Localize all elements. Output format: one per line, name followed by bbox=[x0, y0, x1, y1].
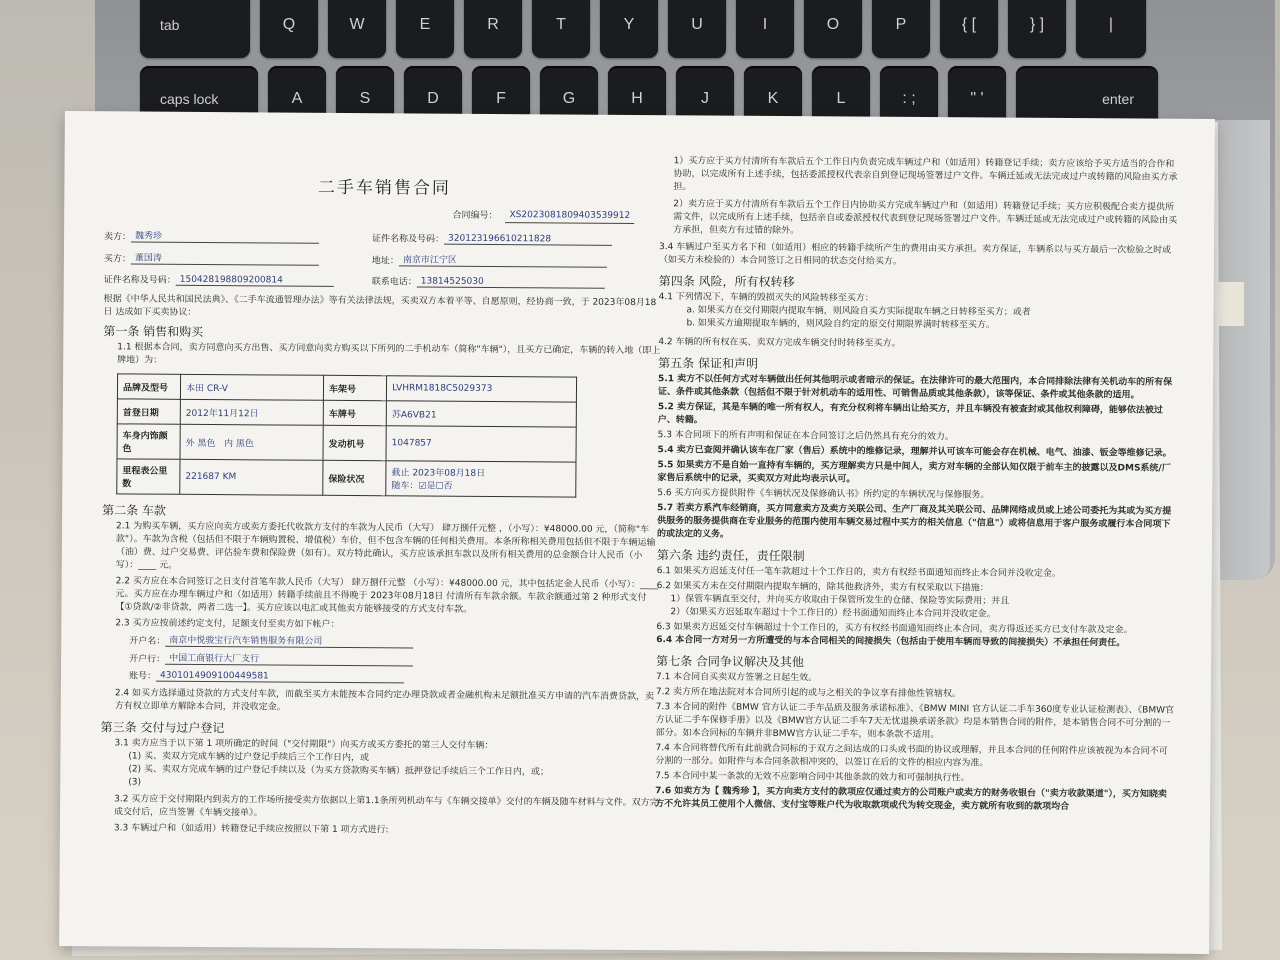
clause-7-6: 7.6 如卖方为【 魏秀珍 】，买方向卖方支付的款项应仅通过卖方的公司账户或卖方的财务收银台（"卖方收款渠道"），买方知晓卖方不允许其员工使用个人微信、支付宝等账户代为收取款项或代为转交现金，卖方就所有收到的款项均合 bbox=[655, 786, 1167, 813]
key-enter[interactable]: enter bbox=[1016, 66, 1158, 132]
key-semicolon[interactable]: : ; bbox=[880, 66, 938, 132]
key-quote[interactable]: " ' bbox=[948, 66, 1006, 132]
engine-value: 1047857 bbox=[386, 426, 576, 462]
buyer-id-row bbox=[104, 272, 664, 289]
reg-date-value: 2012年11月12日 bbox=[180, 399, 323, 425]
bank-field: 开户行： 中国工商银行大厂支行 bbox=[101, 650, 661, 668]
key-g[interactable]: G bbox=[540, 66, 598, 132]
section-2-title: 第二条 车款 bbox=[102, 503, 167, 518]
insurance-value: 截止 2023年08月18日 随车：☑是☐否 bbox=[386, 461, 576, 497]
buyer-field: 买方： 董国涛 bbox=[104, 250, 364, 266]
key-h[interactable]: H bbox=[608, 66, 666, 132]
key-open-bracket[interactable]: { [ bbox=[940, 0, 998, 58]
key-t[interactable]: T bbox=[532, 0, 590, 58]
clause-3-1-a: (1) 买、卖双方完成车辆的过户登记手续后三个工作日内，或 bbox=[128, 751, 370, 764]
clause-3-4: 3.4 车辆过户至买方名下和（如适用）相应的转籍手续所产生的费用由买方承担。卖方保证，车辆系以与买方最后一次检验之时或（如买方未检验的）本合同签订之日相同的状态交付给买方。 bbox=[658, 242, 1172, 267]
clause-5-2: 5.2 卖方保证，其是车辆的唯一所有权人，有充分权利将车辆出让给买方，并且车辆没有被查封或其他权利障碍，能够依法被过户、转籍。 bbox=[657, 402, 1163, 426]
clause-5-1: 5.1 卖方不以任何方式对车辆做出任何其他明示或者暗示的保证。在法律许可的最大范围内，本合同排除法律有关机动车的所有保证、条件或其他条款（包括但不限于针对机动车的适用性、可销售品质或其他条款），该等保证、条件或其他条款的适用。 bbox=[657, 374, 1173, 401]
clause-6-2: 6.2 如果买方未在交付期限内提取车辆的，除其他救济外，卖方有权采取以下措施： bbox=[656, 581, 989, 594]
keyboard-row-1 bbox=[140, 0, 1146, 58]
key-u[interactable]: U bbox=[668, 0, 726, 58]
key-p[interactable]: P bbox=[872, 0, 930, 58]
plate-label: 车牌号 bbox=[323, 400, 386, 425]
clause-3-1-b: (2) 买、卖双方完成车辆的过户登记手续以及（为买方贷款购买车辆）抵押登记手续后三个工作日内，或； bbox=[128, 764, 549, 778]
clause-5-6: 5.6 买方向买方提供附件《车辆状况及保修确认书》所约定的车辆状况与保修服务。 bbox=[657, 488, 990, 501]
key-i[interactable]: I bbox=[736, 0, 794, 58]
mileage-value: 221687 KM bbox=[180, 459, 323, 495]
section-7-title: 第七条 合同争议解决及其他 bbox=[656, 654, 804, 670]
color-label: 车身内饰颜色 bbox=[117, 424, 180, 459]
contract-paper bbox=[59, 111, 1215, 954]
key-a[interactable]: A bbox=[268, 66, 326, 132]
vin-value: LVHRM1818C5029373 bbox=[386, 376, 576, 402]
left-column bbox=[100, 111, 665, 839]
preamble: 根据《中华人民共和国民法典》、《二手车流通管理办法》等有关法律法规，买卖双方本着平等、自愿原则，经协商一致，于 2023年08月18日 达成如下买卖协议： bbox=[103, 294, 657, 318]
insurance-label: 保险状况 bbox=[323, 460, 386, 495]
car-info-table bbox=[116, 373, 577, 497]
clause-5-7: 5.7 若卖方系汽车经销商，买方同意卖方及卖方关联公司、生产厂商及其关联公司、品牌网络成员或上述公司委托为其或为买方提供服务的服务提供商在专业服务的范围内使用车辆交易过程中买方的相关信息（"信息"）或将信息用于客户服务或履行本合同项下的或法定的义务。 bbox=[656, 503, 1172, 540]
clause-6-1: 6.1 如果买方迟延支付任一笔车款超过十个工作日的，卖方有权经书面通知而终止本合同并没收定金。 bbox=[656, 566, 1061, 579]
clause-7-2: 7.2 卖方所在地法院对本合同所引起的或与之相关的争议享有排他性管辖权。 bbox=[655, 687, 962, 700]
clause-7-1: 7.1 本合同自买卖双方签署之日起生效。 bbox=[655, 672, 818, 684]
section-6-title: 第六条 违约责任，责任限制 bbox=[656, 548, 805, 564]
address-field: 地址： 南京市江宁区 bbox=[372, 252, 607, 268]
key-s[interactable]: S bbox=[336, 66, 394, 132]
clause-2-3: 2.3 买方应按前述约定支付，足额支付至卖方如下帐户： bbox=[115, 618, 340, 630]
section-3-title: 第三条 交付与过户登记 bbox=[100, 720, 225, 736]
brand-label: 品牌及型号 bbox=[117, 374, 180, 399]
contract-no: XS2023081809403539912 bbox=[505, 209, 634, 224]
seller-id-field: 证件名称及号码： 320123196610211828 bbox=[372, 231, 612, 246]
plate-value: 苏A6VB21 bbox=[386, 401, 576, 427]
clause-5-3: 5.3 本合同项下的所有声明和保证在本合同签订之后仍然具有充分的效力。 bbox=[657, 430, 954, 443]
section-4-title: 第四条 风险，所有权转移 bbox=[658, 274, 795, 290]
clause-4-1-a: a. 如果买方在交付期限内提取车辆，则风险自买方实际提取车辆之日转移至买方；或者 bbox=[686, 305, 1031, 318]
right-column bbox=[655, 115, 1180, 815]
key-l[interactable]: L bbox=[812, 66, 870, 132]
key-f[interactable]: F bbox=[472, 66, 530, 132]
seller-row bbox=[104, 228, 664, 246]
clause-2-2: 2.2 买方应在本合同签订之日支付首笔车款人民币（大写） 肆万捌仟元整 （小写）：¥48000.00 元，其中包括定金人民币（小写）：____ 元。买方应在办理车辆过户和（如适用）转籍手续前且不得晚于 2023年08月18日 付清所有车款余额。车款余额通过第 2 种形式支付【①贷款/②非贷款，两者二选一】。买方应该以电汇或其他卖方能够接受的方式支付车款。 bbox=[115, 576, 659, 615]
clause-4-1: 4.1 下列情况下，车辆的毁损灭失的风险转移至买方： bbox=[658, 292, 874, 304]
account-no-field: 账号： 4301014909100449581 bbox=[101, 668, 661, 685]
key-backslash[interactable]: | bbox=[1076, 0, 1146, 58]
brand-value: 本田 CR-V bbox=[180, 374, 323, 400]
clause-1-1: 1.1 根据本合同，卖方同意向买方出售、买方同意向卖方购买以下所列的二手机动车（简称"车辆"），且买方已确定，车辆的转入地（即上牌地）为： bbox=[117, 342, 661, 366]
clause-2-4: 2.4 如买方选择通过贷款的方式支付车款，而截至买方未能按本合同约定办理贷款或者金融机构未足额批准买方申请的汽车消费贷款，卖方有权立即单方解除本合同，并没收定金。 bbox=[114, 688, 655, 713]
key-r[interactable]: R bbox=[464, 0, 522, 58]
key-y[interactable]: Y bbox=[600, 0, 658, 58]
clause-4-1-b: b. 如果买方逾期提取车辆的，则风险自约定的原交付期限界满时转移至买方。 bbox=[686, 318, 995, 331]
clause-3-3: 3.3 车辆过户和（如适用）转籍登记手续应按照以下第 1 项方式进行: bbox=[113, 823, 389, 836]
contract-number-row bbox=[104, 206, 664, 224]
contract-title: 二手车销售合同 bbox=[317, 177, 451, 199]
clause-2-1: 2.1 为购买车辆，买方应向卖方或卖方委托代收款方支付的车款为人民币（大写） 肆万捌仟元整 ，（小写）：¥48000.00 元，（简称"车款"）。车款为含税（包括但不限于车辆购置税、增值税）车价，但不包含车辆的任何相关费用。本条所称相关费用包括但不限于车辆运输（油）费、过户交易费、评估验车费和保险费（如有）。双方特此确认，买方应该承担车款以及所有相关费用的总金额合计人民币（小写）：____ 元。 bbox=[115, 521, 656, 571]
clause-3-3-2: 2）卖方应于买方付清所有车款后五个工作日内协助买方完成车辆过户和（如适用）转籍登记手续；买方应积极配合卖方提供所需文件，以完成所有上述手续，包括亲自或委派授权代表到登记现场签署过户文件。车辆迁延或无法完成过户或转籍的风险由买方承担，但卖方有过错的除外。 bbox=[673, 199, 1178, 237]
key-k[interactable]: K bbox=[744, 66, 802, 132]
reg-date-label: 首登日期 bbox=[117, 399, 180, 424]
clause-5-4: 5.4 卖方已查阅并确认该车在厂家（售后）系统中的维修记录，理解并认可该车可能会存在机械、电气、油漆、钣金等维修记录。 bbox=[657, 445, 1172, 459]
key-e[interactable]: E bbox=[396, 0, 454, 58]
buyer-id-field: 证件名称及号码： 150428198809200814 bbox=[104, 272, 364, 287]
section-5-title: 第五条 保证和声明 bbox=[658, 356, 759, 371]
engine-label: 发动机号 bbox=[323, 425, 386, 460]
clause-6-4: 6.4 本合同一方对另一方所遭受的与本合同相关的间接损失（包括由于使用车辆而导致的间接损失）不承担任何责任。 bbox=[656, 635, 1126, 649]
key-close-bracket[interactable]: } ] bbox=[1008, 0, 1066, 58]
mileage-label: 里程表公里数 bbox=[117, 459, 180, 494]
section-1-title: 第一条 销售和购买 bbox=[103, 324, 204, 339]
clause-7-4: 7.4 本合同将替代所有此前就合同标的于双方之间达成的口头或书面的协议或理解，并且本合同的任何附件应该被视为本合同不可分割的一部分。如附件与本合同条款相冲突的，以签订在后的文件的相应内容为准。 bbox=[655, 743, 1168, 769]
key-o[interactable]: O bbox=[804, 0, 862, 58]
key-w[interactable]: W bbox=[328, 0, 386, 58]
clause-3-3-1: 1）买方应于买方付清所有车款后五个工作日内负责完成车辆过户和（如适用）转籍登记手续；卖方应该给予买方适当的合作和协助，以完成所有上述手续，包括委派授权代表亲自到登记现场签署过户文件。车辆迁延或无法完成过户或转籍的风险由买方承担。 bbox=[673, 156, 1178, 193]
key-d[interactable]: D bbox=[404, 66, 462, 132]
clause-5-5: 5.5 如果卖方不是自始一直持有车辆的，买方理解卖方只是中间人，卖方对车辆的全部认知仅限于前车主的披露以及DMS系统/厂家售后系统中的记录，买卖双方对此均表示认可。 bbox=[657, 460, 1171, 485]
key-tab[interactable]: tab bbox=[140, 0, 250, 58]
phone-field: 联系电话： 13814525030 bbox=[372, 274, 605, 289]
clause-3-1-c: (3) bbox=[128, 777, 142, 788]
clause-4-2: 4.2 车辆的所有权在买、卖双方完成车辆交付时转移至买方。 bbox=[658, 337, 901, 349]
clause-7-5: 7.5 本合同中某一条款的无效不应影响合同中其他条款的效力和可强制执行性。 bbox=[655, 771, 970, 784]
clause-6-3: 6.3 如果卖方迟延交付车辆超过十个工作日的，买方有权经书面通知而终止本合同，卖方得返还买方已支付车款及定金。 bbox=[656, 622, 1133, 636]
key-j[interactable]: J bbox=[676, 66, 734, 132]
key-caps-lock[interactable]: caps lock bbox=[140, 66, 258, 132]
color-value: 外 黑色 内 黑色 bbox=[180, 424, 323, 460]
seller-field: 卖方： 魏秀珍 bbox=[104, 228, 364, 244]
clause-3-1: 3.1 卖方应当于以下第 1 项所确定的时间（"交付期限"）向买方或买方委托的第三人交付车辆： bbox=[114, 738, 494, 752]
clause-6-2-1: 1）保管车辆直至交付，并向买方收取由于保管所发生的仓储、保险等实际费用；并且 bbox=[670, 594, 1010, 607]
account-name-field: 开户名： 南京中悦骏宝行汽车销售服务有限公司 bbox=[101, 632, 661, 650]
buyer-row bbox=[104, 250, 664, 268]
clause-7-3: 7.3 本合同的附件《BMW 官方认证二手车品质及服务承诺标准》、《BMW MINI 官方认证二手车360度专业认证检测表》、《BMW官方认证二手车保修手册》以及《BMW官方认证二手车7天无忧退换承诺条款》均是本销售合同的附件，是本销售合同不可分割的一部分。如本合同标的车辆并非BMW官方认证二手车，则本条款不适用。 bbox=[655, 702, 1175, 741]
key-q[interactable]: Q bbox=[260, 0, 318, 58]
clause-3-2: 3.2 买方应于交付期限内到卖方的工作场所接受卖方依据以上第1.1条所列机动车与《车辆交接单》交付的车辆及随车材料与文件。双方完成交付后，应当签署《车辆交接单》。 bbox=[113, 794, 659, 819]
vin-label: 车架号 bbox=[323, 375, 386, 400]
clause-6-2-2: 2）（如果买方迟延取车超过十个工作日的）经书面通知而终止本合同并没收定金。 bbox=[670, 607, 996, 620]
contract-no-label: 合同编号： bbox=[452, 210, 498, 222]
